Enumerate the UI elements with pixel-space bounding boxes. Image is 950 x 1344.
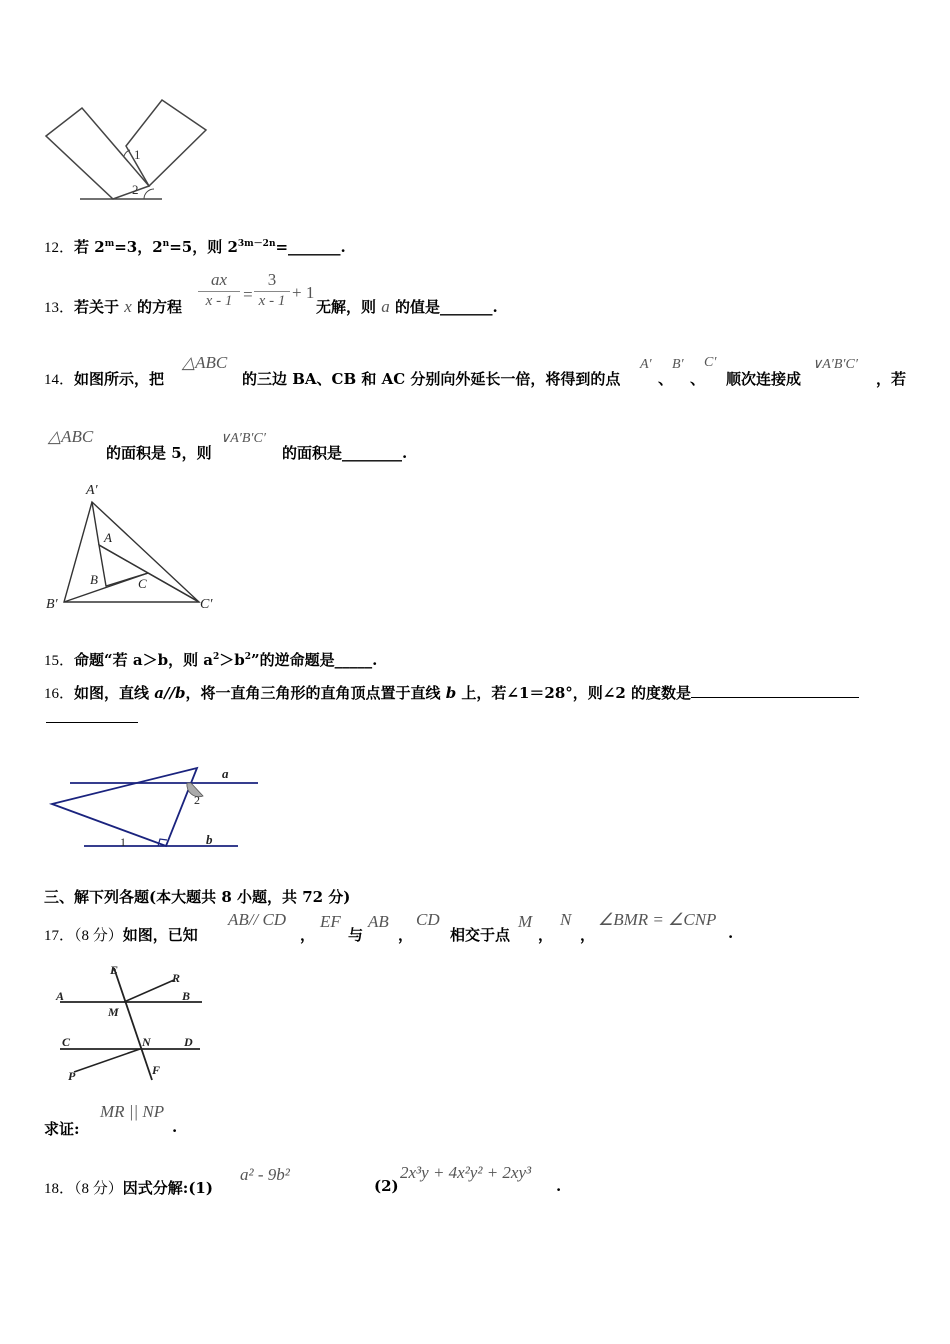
label-b-prime: B′ (46, 597, 58, 612)
question-14-area: 的面积是 5，则 (106, 444, 212, 462)
question-15: 15．命题“若 a＞b，则 $a^2>b^2$”的逆命题是_____. (44, 651, 378, 669)
math-m: M (518, 912, 533, 931)
figure-q17 (50, 962, 214, 1090)
figure-q11 (44, 96, 212, 204)
math-ab: AB (368, 912, 389, 931)
proof-label: 求证: (44, 1120, 80, 1138)
angle-1-label: 1 (134, 147, 141, 162)
question-14-blank: 的面积是________. (282, 444, 408, 462)
fraction-ax-over-x-minus-1: ax x - 1 (198, 270, 240, 310)
ray-np (74, 1049, 140, 1072)
equals-sign: = (242, 285, 254, 304)
question-16: 16．如图，直线 a//b，将一直角三角形的直角顶点置于直线 b 上，若∠1＝28°，则∠2 的度数是 (44, 682, 859, 703)
angle-2-label: 2 (194, 793, 200, 807)
outer-triangle (64, 502, 199, 602)
question-14-number: 14．如图所示，把 (44, 370, 165, 388)
math-mr-parallel-np: MR || NP (100, 1102, 165, 1121)
question-12: 12．若 $2^m=3$，$2^n=5$，则 $2^{3m-2n}=\_\_\_\_\_\_\_$. (44, 238, 346, 256)
triangle-abc-2: △ABC (48, 427, 94, 446)
math-ab-parallel-cd: AB// CD (228, 910, 287, 929)
label-b: b (206, 832, 213, 847)
label-b: B (90, 572, 98, 587)
math-angle-equality: ∠BMR = ∠CNP (598, 910, 717, 929)
triangle-a1b1c1-2: ∨A′B′C′ (220, 431, 266, 446)
svg-text:F: F (152, 1063, 161, 1077)
angle-2-label: 2 (132, 182, 139, 197)
angle-1-label: 1 (120, 835, 126, 849)
figure-q14 (44, 480, 224, 615)
math-n: N (560, 910, 572, 929)
point-a-prime: A′ (640, 357, 652, 372)
svg-text:B: B (182, 989, 191, 1003)
svg-text:N: N (142, 1035, 151, 1049)
line-ef (114, 968, 152, 1080)
math-expression-1: a² - 9b² (240, 1165, 290, 1184)
svg-text:P: P (68, 1069, 76, 1083)
math-cd: CD (416, 910, 440, 929)
triangle-a1b1c1: ∨A′B′C′ (812, 357, 858, 372)
svg-text:D: D (184, 1035, 193, 1049)
label-c-prime: C′ (200, 597, 213, 612)
triangle-abc: △ABC (182, 353, 228, 372)
point-c-prime: C′ (704, 355, 717, 370)
question-17-lead: 17．（8 分）如图，已知 (44, 926, 198, 944)
point-b-prime: B′ (672, 357, 684, 372)
question-16-blank-line2 (46, 722, 138, 723)
svg-text:M: M (108, 1005, 119, 1019)
question-14-connect: 顺次连接成 (726, 370, 802, 388)
math-expression-2: 2x³y + 4x²y² + 2xy³ (400, 1163, 532, 1182)
svg-text:R: R (172, 971, 181, 985)
question-17-mid: 相交于点 (450, 926, 511, 944)
svg-text:C: C (62, 1035, 71, 1049)
figure-q16 (44, 760, 266, 856)
label-c: C (138, 576, 147, 591)
question-13-lead: 13．若关于 x 的方程 (44, 297, 183, 316)
section-3-heading: 三、解下列各题(本大题共 8 小题，共 72 分) (44, 888, 351, 906)
math-ef: EF (320, 912, 341, 931)
label-a-prime: A′ (86, 483, 98, 498)
fraction-3-over-x-minus-1: 3 x - 1 (254, 270, 290, 310)
question-18-lead: 18．（8 分）因式分解:(1) (44, 1179, 213, 1197)
question-14-text: 的三边 BA、CB 和 AC 分别向外延长一倍，将得到的点 (242, 370, 621, 388)
ray-mr (124, 980, 174, 1002)
plus-one: + 1 (292, 283, 315, 302)
svg-text:A: A (56, 989, 65, 1003)
svg-text:E: E (110, 963, 119, 977)
question-13-tail: 无解，则 a 的值是_______. (316, 297, 498, 316)
label-a: a (222, 766, 229, 781)
label-a: A (104, 530, 112, 545)
